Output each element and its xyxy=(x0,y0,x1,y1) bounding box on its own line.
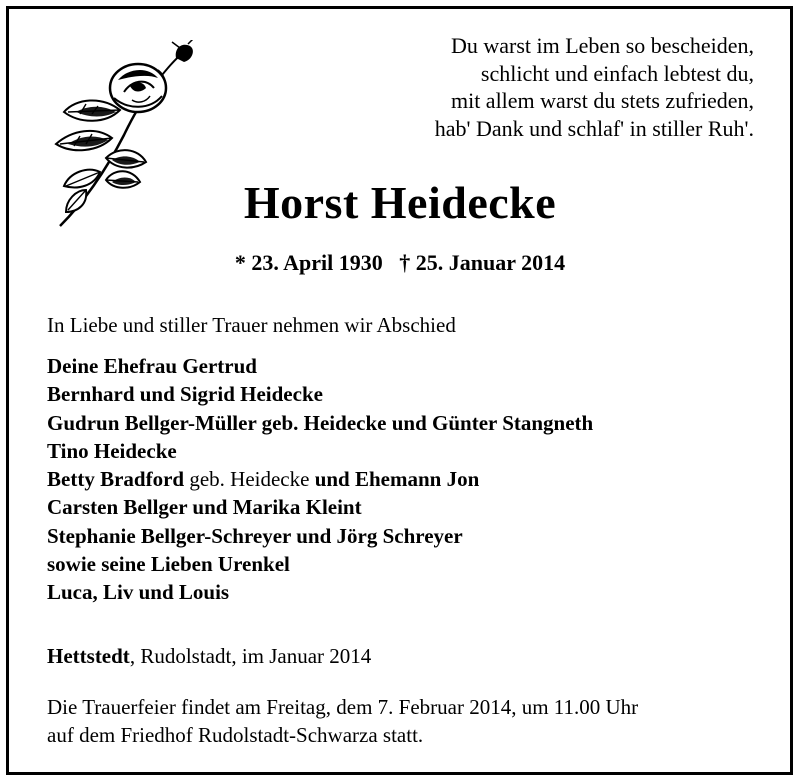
life-dates: * 23. April 1930 † 25. Januar 2014 xyxy=(234,250,566,275)
place-rest: , Rudolstadt, im Januar 2014 xyxy=(129,644,372,668)
mourner-line: Carsten Bellger und Marika Kleint xyxy=(47,495,362,520)
poem-line: Du warst im Leben so bescheiden, xyxy=(450,33,754,58)
funeral-line: auf dem Friedhof Rudolstadt-Schwarza statt. xyxy=(47,723,424,747)
mourner-line: Gudrun Bellger-Müller geb. Heidecke und Günter Stangneth xyxy=(47,410,594,435)
maiden-name: geb. Heidecke xyxy=(184,467,315,492)
place-date xyxy=(47,644,371,669)
place-city: Hettstedt xyxy=(47,644,130,668)
mourner-line: Luca, Liv und Louis xyxy=(47,580,230,605)
mourner-line xyxy=(47,465,593,493)
deceased-name: Horst Heidecke xyxy=(243,177,557,228)
mourner-line: Bernhard und Sigrid Heidecke xyxy=(47,382,323,407)
mourner-spouse: und Ehemann Jon xyxy=(314,467,480,492)
funeral-line: Die Trauerfeier findet am Freitag, dem 7. Februar 2014, um 11.00 Uhr xyxy=(47,695,639,719)
funeral-info xyxy=(47,693,638,749)
poem xyxy=(435,32,754,142)
poem-line: mit allem warst du stets zufrieden, xyxy=(450,88,754,113)
mourner-line: Deine Ehefrau Gertrud xyxy=(47,354,257,378)
mourner-line: Tino Heidecke xyxy=(47,438,177,463)
intro-text: In Liebe und stiller Trauer nehmen wir Abschied xyxy=(47,313,456,337)
mourner-name: Betty Bradford xyxy=(47,467,185,492)
mourner-line: Stephanie Bellger-Schreyer und Jörg Schreyer xyxy=(47,523,463,548)
poem-line: schlicht und einfach lebtest du, xyxy=(480,60,754,86)
mourner-line: sowie seine Lieben Urenkel xyxy=(47,552,290,577)
mourners-list xyxy=(47,352,593,607)
poem-line: hab' Dank und schlaf' in stiller Ruh'. xyxy=(434,115,754,141)
